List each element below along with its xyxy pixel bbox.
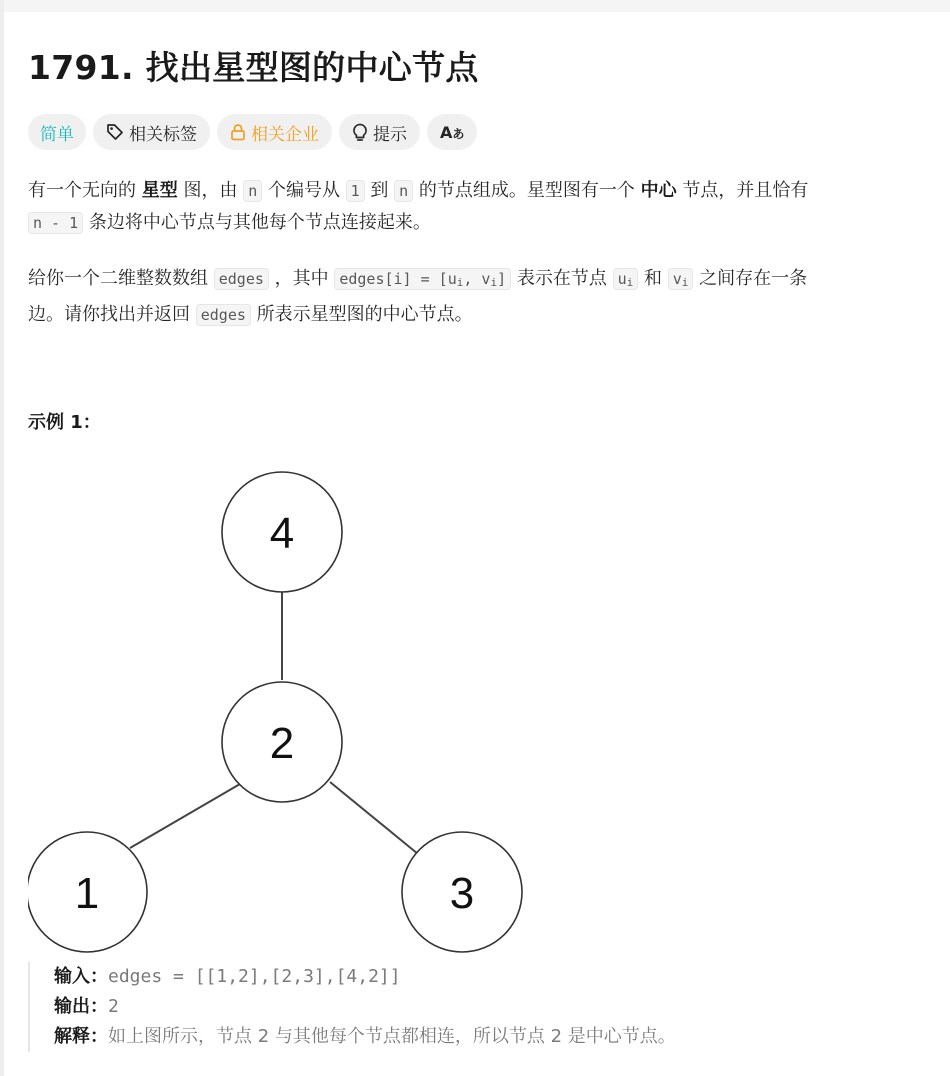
companies-label: 相关企业 [251, 124, 319, 145]
code-sub: i [456, 276, 464, 289]
explanation-text: 如上图所示，节点 2 与其他每个节点都相连，所以节点 2 是中心节点。 [108, 1026, 676, 1047]
graph-node-1 [28, 832, 147, 952]
example-explanation-row [54, 1022, 934, 1052]
inline-code: n [394, 180, 413, 202]
text: 的节点组成。星型图有一个 [413, 180, 641, 201]
bold-text: 星型 [141, 180, 178, 201]
inline-code: edges [214, 268, 269, 290]
text: 和 [638, 268, 668, 289]
text: 条边将中心节点与其他每个节点连接起来。 [83, 212, 431, 233]
translate-icon: Aあ [440, 122, 465, 142]
code-part: ] [497, 270, 507, 288]
difficulty-badge[interactable] [28, 114, 86, 150]
graph-edge [330, 782, 418, 854]
code-part: u [617, 270, 627, 288]
example-1-title: 示例 1： [28, 412, 101, 433]
problem-title: 1791. 找出星型图的中心节点 [28, 48, 479, 87]
inline-code: n - 1 [28, 212, 83, 234]
text: 表示在节点 [511, 268, 613, 289]
text: 之间存在一条 [693, 268, 808, 289]
text: 图，由 [177, 180, 244, 201]
text: 有一个无向的 [28, 180, 142, 201]
tag-icon [106, 123, 124, 141]
bold-text: 中心 [640, 180, 677, 201]
description-paragraph-1 [28, 175, 928, 239]
graph-node-3 [402, 832, 522, 952]
text: 给你一个二维整数数组 [28, 268, 214, 289]
example-1-block [28, 962, 934, 1052]
graph-edge [130, 784, 240, 848]
explanation-label: 解释： [54, 1026, 108, 1047]
graph-node-label: 1 [74, 869, 100, 918]
code-part: v [672, 270, 682, 288]
example-output-row [54, 992, 934, 1022]
graph-node-2 [222, 682, 342, 802]
difficulty-label: 简单 [40, 124, 74, 145]
inline-code: n [243, 180, 262, 202]
example-input-row [54, 962, 934, 992]
inline-code [613, 268, 639, 290]
hint-button[interactable] [339, 114, 420, 150]
text: 所表示星型图的中心节点。 [250, 304, 473, 325]
tag-row [28, 114, 477, 150]
star-graph-diagram [28, 448, 528, 958]
code-sub: i [681, 276, 689, 289]
topics-label: 相关标签 [129, 124, 197, 145]
description-paragraph-2 [28, 263, 928, 331]
text: 个编号从 [262, 180, 346, 201]
graph-node-label: 4 [269, 509, 295, 558]
inline-code: edges [196, 304, 251, 326]
translate-button[interactable] [427, 114, 477, 150]
output-label: 输出： [54, 996, 108, 1017]
left-edge [0, 0, 4, 1076]
input-value: edges = [[1,2],[2,3],[4,2]] [108, 966, 401, 987]
topics-tag-button[interactable] [93, 114, 210, 150]
code-part: , v [463, 270, 491, 288]
text: 节点，并且恰有 [676, 180, 809, 201]
code-part: edges[i] = [u [339, 270, 457, 288]
graph-node-4 [222, 472, 342, 592]
code-sub: i [626, 276, 634, 289]
inline-code: 1 [346, 180, 365, 202]
inline-code [668, 268, 694, 290]
code-sub: i [490, 276, 498, 289]
lightbulb-icon [352, 123, 368, 142]
companies-tag-button[interactable] [217, 114, 332, 150]
input-label: 输入： [54, 966, 108, 987]
graph-node-label: 2 [269, 719, 295, 768]
text: 边。请你找出并返回 [28, 304, 196, 325]
text: ，其中 [268, 268, 335, 289]
lock-icon [230, 123, 246, 141]
output-value: 2 [108, 996, 119, 1017]
inline-code [334, 268, 511, 290]
hint-label: 提示 [373, 124, 407, 145]
top-bar [0, 0, 950, 12]
graph-node-label: 3 [449, 869, 475, 918]
text: 到 [364, 180, 395, 201]
